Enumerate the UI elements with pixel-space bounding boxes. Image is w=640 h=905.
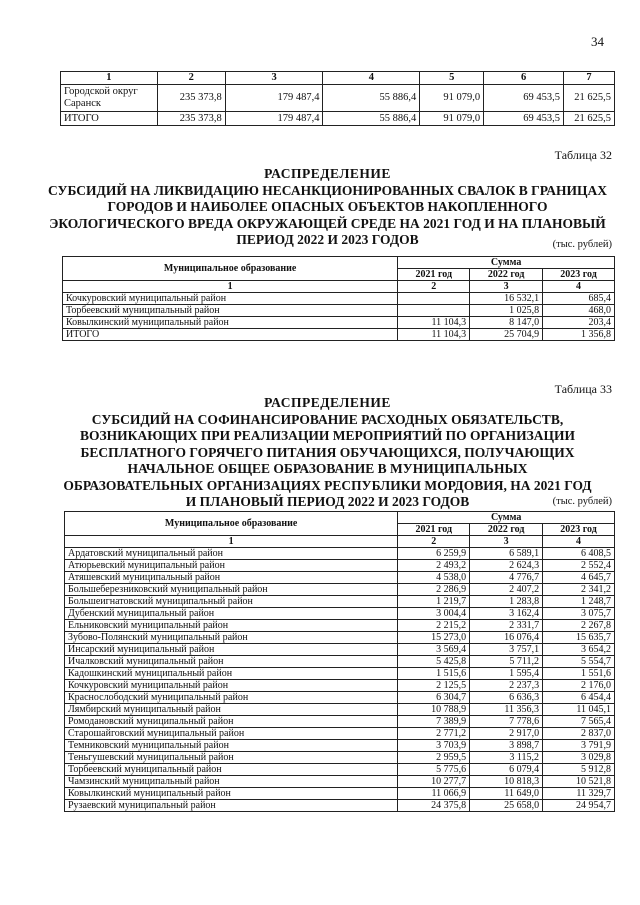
row-name: Ельниковский муниципальный район: [65, 620, 398, 632]
cell-value: 7 389,9: [398, 716, 470, 728]
cell-value: 2 125,5: [398, 680, 470, 692]
table-row: [65, 548, 615, 560]
cell-value: 10 818,3: [470, 776, 543, 788]
cell-value: 2 624,3: [470, 560, 543, 572]
cell-value: 3 757,1: [470, 644, 543, 656]
total-row: [61, 112, 615, 126]
row-name: ИТОГО: [63, 329, 398, 341]
heading-title: РАСПРЕДЕЛЕНИЕ: [264, 166, 391, 181]
row-name: Ромодановский муниципальный район: [65, 716, 398, 728]
table-row: [65, 740, 615, 752]
cell-value: 1 025,8: [470, 305, 543, 317]
row-name: Лямбирский муниципальный район: [65, 704, 398, 716]
row-name: Большеигнатовский муниципальный район: [65, 596, 398, 608]
table-row: [65, 596, 615, 608]
cell-value: 685,4: [543, 293, 615, 305]
cell-value: 2 917,0: [470, 728, 543, 740]
cell-value: 25 704,9: [470, 329, 543, 341]
row-name: Кадошкинский муниципальный район: [65, 668, 398, 680]
cell-value: 2 493,2: [398, 560, 470, 572]
header-cell: 6: [484, 72, 564, 85]
cell-value: 1 515,6: [398, 668, 470, 680]
page-number: 34: [591, 34, 604, 49]
cell-value: 3 115,2: [470, 752, 543, 764]
col-sum-header: Сумма: [398, 512, 615, 524]
table-row: [65, 560, 615, 572]
table-row: [65, 644, 615, 656]
header-cell: 2: [157, 72, 225, 85]
cell-value: 3 569,4: [398, 644, 470, 656]
row-name: Большеберезниковский муниципальный район: [65, 584, 398, 596]
cell-value: 11 045,1: [543, 704, 615, 716]
cell-value: 2 837,0: [543, 728, 615, 740]
index-row: [63, 281, 615, 293]
cell-value: 11 104,3: [398, 317, 470, 329]
cell-value: 55 886,4: [323, 85, 420, 112]
table-33: [64, 511, 615, 812]
cell-value: 3 898,7: [470, 740, 543, 752]
cell-value: 5 775,6: [398, 764, 470, 776]
cell-value: 15 635,7: [543, 632, 615, 644]
table-32-heading: [40, 166, 615, 249]
table-row: [65, 788, 615, 800]
row-name: Старошайговский муниципальный район: [65, 728, 398, 740]
cell-value: 3 029,8: [543, 752, 615, 764]
year-header: 2023 год: [543, 524, 615, 536]
year-header: 2023 год: [543, 269, 615, 281]
index-cell: 1: [65, 536, 398, 548]
row-name: Рузаевский муниципальный район: [65, 800, 398, 812]
header-cell: 7: [563, 72, 614, 85]
table-33-heading: [40, 395, 615, 511]
cell-value: 4 776,7: [470, 572, 543, 584]
row-name: Дубенский муниципальный район: [65, 608, 398, 620]
index-cell: 3: [470, 536, 543, 548]
cell-value: 21 625,5: [563, 112, 614, 126]
cell-value: 11 356,3: [470, 704, 543, 716]
table-row: [65, 656, 615, 668]
cell-value: 2 237,3: [470, 680, 543, 692]
cell-value: 8 147,0: [470, 317, 543, 329]
cell-value: 6 259,9: [398, 548, 470, 560]
table-header-row: [65, 512, 615, 524]
cell-value: [398, 293, 470, 305]
row-name: Торбеевский муниципальный район: [65, 764, 398, 776]
table-row: [65, 728, 615, 740]
cell-value: 235 373,8: [157, 112, 225, 126]
col-municipality-header: Муниципальное образование: [65, 512, 398, 536]
cell-value: 468,0: [543, 305, 615, 317]
header-cell: 4: [323, 72, 420, 85]
cell-value: 1 219,7: [398, 596, 470, 608]
header-cell: 3: [225, 72, 323, 85]
cell-value: 6 408,5: [543, 548, 615, 560]
cell-value: 6 636,3: [470, 692, 543, 704]
cell-value: 15 273,0: [398, 632, 470, 644]
row-name: Краснослободский муниципальный район: [65, 692, 398, 704]
table-row: [63, 317, 615, 329]
year-header: 2022 год: [470, 269, 543, 281]
cell-value: 5 711,2: [470, 656, 543, 668]
cell-value: 1 551,6: [543, 668, 615, 680]
cell-value: 11 104,3: [398, 329, 470, 341]
cell-value: 11 329,7: [543, 788, 615, 800]
row-name: Ичалковский муниципальный район: [65, 656, 398, 668]
cell-value: 3 791,9: [543, 740, 615, 752]
table-row: [65, 620, 615, 632]
table-33-label: Таблица 33: [554, 382, 612, 396]
table-row: [65, 764, 615, 776]
table-row: [63, 305, 615, 317]
cell-value: 2 407,2: [470, 584, 543, 596]
index-row: [65, 536, 615, 548]
cell-value: 1 356,8: [543, 329, 615, 341]
cell-value: 3 703,9: [398, 740, 470, 752]
table-row: [65, 776, 615, 788]
cell-value: 5 425,8: [398, 656, 470, 668]
row-name: Ардатовский муниципальный район: [65, 548, 398, 560]
cell-value: 179 487,4: [225, 85, 323, 112]
row-name: Инсарский муниципальный район: [65, 644, 398, 656]
cell-value: 7 565,4: [543, 716, 615, 728]
cell-value: 203,4: [543, 317, 615, 329]
index-cell: 4: [543, 281, 615, 293]
cell-value: 2 552,4: [543, 560, 615, 572]
index-cell: 2: [398, 281, 470, 293]
cell-value: 3 075,7: [543, 608, 615, 620]
row-name: Кочкуровский муниципальный район: [65, 680, 398, 692]
cell-value: 2 215,2: [398, 620, 470, 632]
cell-value: 11 066,9: [398, 788, 470, 800]
year-header: 2021 год: [398, 524, 470, 536]
table-row: [63, 293, 615, 305]
row-name: ИТОГО: [61, 112, 158, 126]
cell-value: 6 589,1: [470, 548, 543, 560]
cell-value: [398, 305, 470, 317]
row-name: Зубово-Полянский муниципальный район: [65, 632, 398, 644]
table-row: [65, 608, 615, 620]
table-row: [65, 800, 615, 812]
table-row: [61, 85, 615, 112]
cell-value: 24 375,8: [398, 800, 470, 812]
table-32: [62, 256, 615, 341]
table-row: [65, 584, 615, 596]
cell-value: 179 487,4: [225, 112, 323, 126]
cell-value: 4 645,7: [543, 572, 615, 584]
row-name: Чамзинский муниципальный район: [65, 776, 398, 788]
cell-value: 2 286,9: [398, 584, 470, 596]
year-header: 2021 год: [398, 269, 470, 281]
units-label: (тыс. рублей): [552, 239, 612, 250]
cell-value: 3 162,4: [470, 608, 543, 620]
cell-value: 16 076,4: [470, 632, 543, 644]
cell-value: 3 004,4: [398, 608, 470, 620]
table-header-row: [63, 257, 615, 269]
cell-value: 10 277,7: [398, 776, 470, 788]
cell-value: 235 373,8: [157, 85, 225, 112]
index-cell: 2: [398, 536, 470, 548]
cell-value: 4 538,0: [398, 572, 470, 584]
cell-value: 2 331,7: [470, 620, 543, 632]
cell-value: 69 453,5: [484, 85, 564, 112]
table-row: [65, 692, 615, 704]
cell-value: 69 453,5: [484, 112, 564, 126]
heading-subtitle: СУБСИДИЙ НА СОФИНАНСИРОВАНИЕ РАСХОДНЫХ ОБЯЗАТЕЛЬСТВ, ВОЗНИКАЮЩИХ ПРИ РЕАЛИЗАЦИИ МЕРОПРИЯТИЙ ПО ОРГАНИЗАЦИИ БЕСПЛАТНОГО ГОРЯЧЕГО ПИТАНИЯ ОБУЧАЮЩИХСЯ, ПОЛУЧАЮЩИХ НАЧАЛЬНОЕ ОБЩЕЕ ОБРАЗОВАНИЕ В МУНИЦИПАЛЬНЫХ ОБРАЗОВАТЕЛЬНЫХ ОРГАНИЗАЦИЯХ РЕСПУБЛИКИ МОРДОВИЯ, НА 2021 ГОД И ПЛАНОВЫЙ ПЕРИОД 2022 И 2023 ГОДОВ: [63, 411, 592, 509]
cell-value: 2 341,2: [543, 584, 615, 596]
cell-value: 1 283,8: [470, 596, 543, 608]
cell-value: 2 267,8: [543, 620, 615, 632]
cell-value: 2 176,0: [543, 680, 615, 692]
header-cell: 1: [61, 72, 158, 85]
col-sum-header: Сумма: [398, 257, 615, 269]
table-row: [65, 716, 615, 728]
cell-value: 2 959,5: [398, 752, 470, 764]
row-name: Ковылкинский муниципальный район: [65, 788, 398, 800]
row-name: Теньгушевский муниципальный район: [65, 752, 398, 764]
row-name: Торбеевский муниципальный район: [63, 305, 398, 317]
table-header-row: [61, 72, 615, 85]
cell-value: 16 532,1: [470, 293, 543, 305]
heading-title: РАСПРЕДЕЛЕНИЕ: [264, 395, 391, 410]
total-row: [63, 329, 615, 341]
cell-value: 55 886,4: [323, 112, 420, 126]
cell-value: 25 658,0: [470, 800, 543, 812]
cell-value: 21 625,5: [563, 85, 614, 112]
cell-value: 5 554,7: [543, 656, 615, 668]
cell-value: 2 771,2: [398, 728, 470, 740]
heading-subtitle: СУБСИДИЙ НА ЛИКВИДАЦИЮ НЕСАНКЦИОНИРОВАННЫХ СВАЛОК В ГРАНИЦАХ ГОРОДОВ И НАИБОЛЕЕ ОПАСНЫХ ОБЪЕКТОВ НАКОПЛЕННОГО ЭКОЛОГИЧЕСКОГО ВРЕДА ОКРУЖАЮЩЕЙ СРЕДЕ НА 2021 ГОД И НА ПЛАНОВЫЙ ПЕРИОД 2022 И 2023 ГОДОВ: [47, 182, 607, 247]
cell-value: 6 079,4: [470, 764, 543, 776]
table-row: [65, 704, 615, 716]
cell-value: 11 649,0: [470, 788, 543, 800]
table-row: [65, 668, 615, 680]
row-name: Кочкуровский муниципальный район: [63, 293, 398, 305]
cell-value: 10 788,9: [398, 704, 470, 716]
row-name: Городской округ Саранск: [61, 85, 158, 112]
table-row: [65, 632, 615, 644]
index-cell: 1: [63, 281, 398, 293]
units-label: (тыс. рублей): [552, 496, 612, 507]
cell-value: 24 954,7: [543, 800, 615, 812]
table-row: [65, 752, 615, 764]
header-cell: 5: [420, 72, 484, 85]
table-row: [65, 680, 615, 692]
col-municipality-header: Муниципальное образование: [63, 257, 398, 281]
index-cell: 4: [543, 536, 615, 548]
row-name: Атяшевский муниципальный район: [65, 572, 398, 584]
cell-value: 91 079,0: [420, 85, 484, 112]
row-name: Темниковский муниципальный район: [65, 740, 398, 752]
cell-value: 1 248,7: [543, 596, 615, 608]
cell-value: 6 454,4: [543, 692, 615, 704]
cell-value: 5 912,8: [543, 764, 615, 776]
cell-value: 91 079,0: [420, 112, 484, 126]
cell-value: 3 654,2: [543, 644, 615, 656]
table-row: [65, 572, 615, 584]
row-name: Атюрьевский муниципальный район: [65, 560, 398, 572]
row-name: Ковылкинский муниципальный район: [63, 317, 398, 329]
cell-value: 10 521,8: [543, 776, 615, 788]
cell-value: 7 778,6: [470, 716, 543, 728]
year-header: 2022 год: [470, 524, 543, 536]
cell-value: 6 304,7: [398, 692, 470, 704]
cell-value: 1 595,4: [470, 668, 543, 680]
table-32-label: Таблица 32: [554, 148, 612, 162]
continued-table: [60, 71, 615, 126]
index-cell: 3: [470, 281, 543, 293]
